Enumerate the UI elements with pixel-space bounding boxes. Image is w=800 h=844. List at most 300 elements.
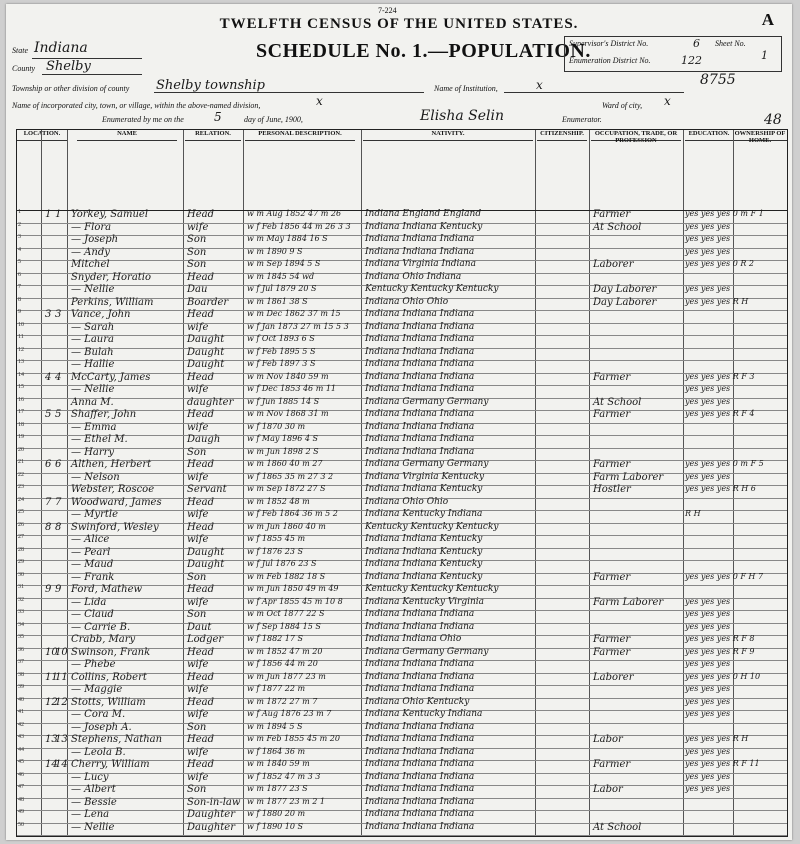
cell-d: 7 [45,496,52,508]
cell-edu: yes yes yes 0 m F 5 [685,459,764,468]
cell-occ: Day Laborer [593,296,657,308]
cell-nat: Indiana Indiana Indiana [365,784,475,794]
cell-d: 4 [45,371,52,383]
cell-edu: yes yes yes [685,596,731,606]
cell-name: — Phebe [71,659,116,670]
cell-rel: Dau [187,284,208,295]
cell-name: — Joseph [71,234,119,245]
cell-pd: w m Aug 1852 47 m 26 [247,209,342,218]
cell-nat: Kentucky Kentucky Kentucky [365,521,499,532]
cell-f: 6 [55,459,62,470]
cell-n: 22 [18,471,24,478]
cell-pd: w m Feb 1855 45 m 20 [247,734,340,743]
cell-pd: w f Oct 1893 6 S [247,334,315,343]
cell-name: — Lena [71,809,110,820]
sheet-label: Sheet No. [715,39,746,48]
cell-nat: Indiana Indiana Indiana [365,421,475,432]
cell-nat: Indiana Indiana Indiana [365,246,475,257]
cell-rel: Head [187,696,215,708]
ward-label: Ward of city, [602,101,643,110]
cell-edu: yes yes yes [685,234,731,243]
county-value: Shelby [46,59,91,74]
cell-pd: w f 1852 47 m 3 3 [247,771,321,781]
cell-pd: w m Jun 1850 49 m 49 [247,584,339,593]
cell-edu: yes yes yes R F 4 [685,409,755,418]
cell-n: 43 [18,734,24,740]
cell-f: 11 [55,671,68,683]
cell-occ: Farmer [593,209,631,220]
cell-f: 14 [55,759,68,770]
cell-edu: R H [685,509,701,518]
cell-pd: w f Feb 1856 44 m 26 3 3 [247,221,351,231]
cell-d: 1 [45,209,52,220]
cell-n: 32 [18,596,24,603]
cell-nat: Indiana Indiana Indiana [365,309,475,319]
cell-d: 10 [45,646,58,658]
cell-nat: Indiana England England [365,209,482,219]
cell-rel: daughter [187,396,234,408]
cell-pd: w f 1865 35 m 27 3 2 [247,471,334,481]
cell-n: 16 [18,396,24,403]
enumerator-name: Elisha Selin [420,108,505,124]
district-box [564,36,782,72]
cell-nat: Indiana Indiana Indiana [365,684,475,694]
cell-occ: At School [593,221,642,233]
cell-nat: Indiana Virginia Indiana [365,259,476,269]
cell-pd: w m 1860 40 m 27 [247,459,323,468]
cell-nat: Indiana Indiana Indiana [365,771,475,782]
cell-rel: Daught [187,559,225,570]
cell-pd: w f 1870 30 m [247,421,306,431]
cell-occ: At School [593,396,642,408]
cell-pd: w f 1890 10 S [247,821,303,831]
cell-name: — Flora [71,221,112,233]
cell-nat: Indiana Indiana Indiana [365,746,475,757]
cell-n: 14 [18,371,24,378]
cell-name: — Nelson [71,471,120,483]
cell-rel: Son [187,721,207,733]
cell-pd: w m Jun 1877 23 m [247,671,326,681]
cell-n: 11 [18,334,24,340]
cell-nat: Indiana Indiana Kentucky [365,571,483,582]
cell-name: Yorkey, Samuel [71,209,149,220]
cell-nat: Indiana Kentucky Virginia [365,596,485,607]
cell-n: 47 [18,784,24,790]
cell-rel: wife [187,384,209,395]
cell-name: — Hallie [71,359,115,370]
cell-pd: w f Feb 1897 3 S [247,359,316,368]
cell-pd: w f 1856 44 m 20 [247,659,318,668]
cell-f: 9 [55,584,62,595]
cell-pd: w m Jun 1860 40 m [247,521,326,531]
cell-nat: Indiana Virginia Kentucky [365,471,485,482]
cell-edu: yes yes yes [685,221,731,231]
cell-name: — Claud [71,609,114,620]
cell-name: — Laura [71,334,114,345]
cell-nat: Indiana Indiana Kentucky [365,484,483,494]
cell-pd: w f 1877 22 m [247,684,306,693]
cell-nat: Indiana Ohio Ohio [365,296,449,307]
cell-f: 4 [55,371,62,383]
cell-pd: w m Nov 1868 31 m [247,409,329,418]
township-value: Shelby township [156,78,266,93]
cell-name: — Pearl [71,546,111,558]
cell-rel: wife [187,221,209,233]
cell-n: 38 [18,671,24,678]
group-nativity: NATIVITY. [363,130,533,141]
cell-rel: Daught [187,359,225,370]
cell-name: — Myrtle [71,509,118,520]
cell-name: — Lida [71,596,107,608]
cell-rel: Son [187,446,207,458]
cell-n: 40 [18,696,24,703]
cell-pd: w f Jun 1885 14 S [247,396,320,406]
cell-n: 36 [18,646,24,653]
cell-name: — Nellie [71,821,115,833]
cell-edu: yes yes yes 0 H 10 [685,671,761,681]
cell-name: — Emma [71,421,117,433]
cell-edu: yes yes yes 0 F H 7 [685,571,764,581]
cell-n: 33 [18,609,24,615]
cell-f: 1 [55,209,62,220]
cell-n: 4 [18,246,21,253]
cell-name: — Cora M. [71,709,126,720]
cell-pd: w f May 1896 4 S [247,434,318,443]
cell-n: 29 [18,559,24,565]
cell-d: 14 [45,759,58,770]
cell-name: Stephens, Nathan [71,734,163,745]
cell-edu: yes yes yes [685,684,731,693]
cell-rel: Head [187,209,215,220]
cell-nat: Indiana Indiana Indiana [365,409,475,419]
cell-edu: yes yes yes [685,746,731,756]
cell-pd: w m 1845 54 wd [247,271,315,281]
cell-name: — Frank [71,571,115,583]
cell-n: 2 [18,221,21,228]
cell-n: 28 [18,546,24,553]
state-value: Indiana [34,40,88,56]
cell-nat: Indiana Indiana Indiana [365,621,475,632]
cell-n: 7 [18,284,21,290]
cell-pd: w m 1852 47 m 20 [247,646,323,656]
cell-pd: w m Oct 1877 22 S [247,609,325,618]
incorporated-value: x [316,94,323,108]
cell-edu: yes yes yes [685,709,731,718]
cell-name: Swinson, Frank [71,646,151,658]
cell-n: 24 [18,496,24,503]
cell-nat: Indiana Indiana Kentucky [365,559,483,569]
cell-occ: Labor [593,784,623,795]
institution-label: Name of Institution, [434,84,498,93]
cell-pd: w m Sep 1872 27 S [247,484,326,493]
cell-pd: w m Sep 1894 5 S [247,259,321,268]
cell-rel: Head [187,371,215,383]
cell-occ: Day Laborer [593,284,657,295]
form-number: 7-224 [378,6,397,15]
cell-pd: w f Dec 1853 46 m 11 [247,384,336,393]
sheet-value: 1 [761,49,768,62]
cell-rel: Son [187,784,207,795]
cell-occ: Laborer [593,671,634,683]
cell-name: Cherry, William [71,759,150,770]
enumerated-label: Enumerated by me on the [102,115,184,124]
cell-rel: wife [187,321,209,333]
cell-pd: w f 1864 36 m [247,746,306,756]
cell-n: 42 [18,721,24,728]
cell-rel: Son [187,259,207,270]
cell-name: — Ethel M. [71,434,128,445]
cell-pd: w f 1855 45 m [247,534,306,543]
ed-value: 122 [681,54,702,67]
cell-name: Perkins, William [71,296,154,308]
cell-name: Anna M. [71,396,114,408]
cell-f: 7 [55,496,62,508]
cell-pd: w m 1890 9 S [247,246,303,256]
population-grid [16,129,788,837]
group-location: LOCATION. [17,130,67,141]
group-name: NAME [77,130,177,141]
cell-n: 15 [18,384,24,390]
cell-rel: Son-in-law [187,796,241,808]
cell-occ: Farmer [593,459,631,470]
cell-name: Webster, Roscoe [71,484,155,495]
cell-f: 8 [55,521,62,533]
cell-nat: Indiana Indiana Indiana [365,671,475,682]
cell-edu: yes yes yes R H 6 [685,484,756,493]
cell-pd: w f Sep 1884 15 S [247,621,321,631]
cell-nat: Indiana Indiana Kentucky [365,221,483,232]
cell-n: 34 [18,621,24,628]
cell-d: 6 [45,459,52,470]
group-citizenship: CITIZENSHIP. [537,130,587,141]
cell-edu: yes yes yes [685,246,731,256]
cell-name: — Harry [71,446,115,458]
supervisor-value: 6 [693,37,700,50]
cell-name: — Sarah [71,321,115,333]
cell-occ: Farmer [593,409,631,420]
cell-edu: yes yes yes [685,659,731,668]
cell-nat: Indiana Indiana Indiana [365,796,475,807]
cell-name: — Leola B. [71,746,126,758]
cell-edu: yes yes yes [685,384,731,393]
cell-pd: w m 1877 23 m 2 1 [247,796,325,806]
cell-name: — Bessie [71,796,117,808]
cell-nat: Indiana Indiana Indiana [365,446,475,457]
cell-rel: wife [187,746,209,758]
cell-occ: Farmer [593,571,631,583]
cell-n: 20 [18,446,24,453]
cell-edu: yes yes yes R H [685,296,749,306]
cell-pd: w f Jan 1873 27 m 15 5 3 [247,321,349,331]
cell-nat: Indiana Indiana Kentucky [365,534,483,544]
cell-edu: yes yes yes [685,771,731,781]
cell-n: 49 [18,809,24,815]
cell-n: 19 [18,434,24,440]
cell-name: Stotts, William [71,696,146,708]
cell-rel: Head [187,496,215,508]
cell-nat: Indiana Germany Germany [365,459,489,469]
cell-n: 12 [18,346,24,353]
cell-rel: wife [187,659,209,670]
census-sheet [6,4,792,840]
cell-d: 13 [45,734,58,745]
cell-n: 9 [18,309,21,315]
cell-nat: Indiana Kentucky Indiana [365,509,483,519]
cell-d: 12 [45,696,58,708]
cell-pd: w m May 1884 16 S [247,234,328,243]
cell-name: McCarty, James [71,371,151,383]
cell-name: — Alice [71,534,110,545]
cell-n: 35 [18,634,24,640]
supervisor-label: Supervisor's District No. [569,39,649,48]
cell-edu: yes yes yes [685,609,731,618]
cell-d: 3 [45,309,52,320]
cell-pd: w f Jul 1879 20 S [247,284,317,293]
cell-nat: Indiana Kentucky Indiana [365,709,483,719]
cell-rel: Daughter [187,809,235,820]
cell-nat: Kentucky Kentucky Kentucky [365,584,499,594]
cell-nat: Indiana Indiana Indiana [365,346,475,357]
cell-pd: w m Nov 1840 59 m [247,371,329,381]
cell-rel: Daughter [187,821,235,833]
cell-nat: Kentucky Kentucky Kentucky [365,284,499,294]
cell-edu: yes yes yes R F 9 [685,646,755,656]
cell-name: Mitchel [71,259,110,270]
sheet-letter: A [761,10,774,29]
cell-n: 6 [18,271,21,278]
cell-pd: w m Feb 1882 18 S [247,571,326,581]
cell-d: 5 [45,409,52,420]
cell-edu: yes yes yes [685,396,731,406]
cell-f: 12 [55,696,68,708]
cell-edu: yes yes yes R F 3 [685,371,755,381]
cell-n: 17 [18,409,24,415]
cell-rel: Son [187,234,207,245]
cell-rel: wife [187,534,209,545]
cell-rel: wife [187,709,209,720]
page-corner-number: 48 [764,112,782,128]
cell-rel: Son [187,571,207,583]
cell-nat: Indiana Indiana Indiana [365,359,475,369]
cell-rel: Boarder [187,296,229,308]
cell-pd: w f Jul 1876 23 S [247,559,317,568]
cell-edu: yes yes yes R F 11 [685,759,760,768]
cell-pd: w m Dec 1862 37 m 15 [247,309,341,318]
cell-pd: w f Aug 1876 23 m 7 [247,709,332,718]
cell-edu: yes yes yes [685,471,731,481]
cell-n: 25 [18,509,24,515]
cell-rel: Head [187,309,215,320]
cell-rel: wife [187,421,209,433]
cell-n: 31 [18,584,24,590]
cell-n: 50 [18,821,24,828]
cell-pd: w f 1882 17 S [247,634,303,643]
cell-name: — Bulah [71,346,114,358]
cell-occ: At School [593,821,642,833]
cell-n: 13 [18,359,24,365]
cell-rel: Head [187,271,215,283]
cell-nat: Indiana Indiana Indiana [365,384,475,394]
cell-rel: Servant [187,484,227,495]
cell-pd: w m 1877 23 S [247,784,308,793]
cell-occ: Labor [593,734,623,745]
township-label: Township or other division of county [12,84,130,93]
cell-rel: Head [187,646,215,658]
cell-rel: Head [187,521,215,533]
margin-number: 8755 [700,72,736,88]
cell-rel: wife [187,684,209,695]
cell-pd: w m Jun 1898 2 S [247,446,319,456]
cell-rel: Lodger [187,634,224,645]
cell-n: 3 [18,234,21,240]
cell-name: Crabb, Mary [71,634,136,645]
cell-pd: w m 1840 59 m [247,759,310,768]
cell-n: 23 [18,484,24,490]
cell-occ: Farmer [593,634,631,645]
cell-occ: Hostler [593,484,631,495]
cell-pd: w f 1880 20 m [247,809,306,818]
group-occupation: OCCUPATION, TRADE, OR PROFESSION [591,130,681,141]
cell-rel: wife [187,596,209,608]
cell-rel: wife [187,771,209,783]
cell-rel: Daut [187,621,212,633]
cell-d: 11 [45,671,58,683]
cell-nat: Indiana Ohio Ohio [365,496,449,507]
page-title: TWELFTH CENSUS OF THE UNITED STATES. [219,16,579,32]
cell-n: 45 [18,759,24,765]
cell-rel: Head [187,459,215,470]
cell-edu: yes yes yes 0 m F 1 [685,209,764,218]
cell-nat: Indiana Indiana Indiana [365,809,475,819]
incorporated-label: Name of incorporated city, town, or village, within the above-named division, [12,101,261,110]
cell-n: 46 [18,771,24,778]
cell-nat: Indiana Indiana Indiana [365,321,475,332]
cell-n: 18 [18,421,24,428]
cell-occ: Farmer [593,371,631,383]
cell-n: 44 [18,746,24,753]
cell-n: 10 [18,321,24,328]
cell-name: Snyder, Horatio [71,271,152,283]
cell-f: 10 [55,646,68,658]
cell-occ: Laborer [593,259,634,270]
cell-occ: Farm Laborer [593,471,664,483]
cell-rel: Head [187,409,215,420]
population-rows [17,210,787,836]
cell-name: — Lucy [71,771,109,783]
cell-n: 39 [18,684,24,690]
cell-nat: Indiana Germany Germany [365,646,489,657]
cell-name: Collins, Robert [71,671,147,683]
cell-rel: Head [187,671,215,683]
group-relation: RELATION. [185,130,241,141]
cell-pd: w m 1852 48 m [247,496,310,506]
cell-name: Woodward, James [71,496,162,508]
cell-nat: Indiana Ohio Kentucky [365,696,470,707]
cell-nat: Indiana Indiana Indiana [365,234,475,244]
cell-rel: Head [187,759,215,770]
cell-edu: yes yes yes 0 R 2 [685,259,754,268]
institution-value: x [536,78,543,92]
cell-pd: w f Apr 1855 45 m 10 8 [247,596,343,606]
cell-pd: w m 1861 38 S [247,296,308,306]
enumerator-label: Enumerator. [562,115,602,124]
cell-name: Althen, Herbert [71,459,152,470]
cell-pd: w f 1876 23 S [247,546,303,556]
cell-name: — Andy [71,246,110,258]
cell-n: 27 [18,534,24,540]
cell-rel: Daught [187,334,225,345]
cell-pd: w m 1894 5 S [247,721,303,731]
